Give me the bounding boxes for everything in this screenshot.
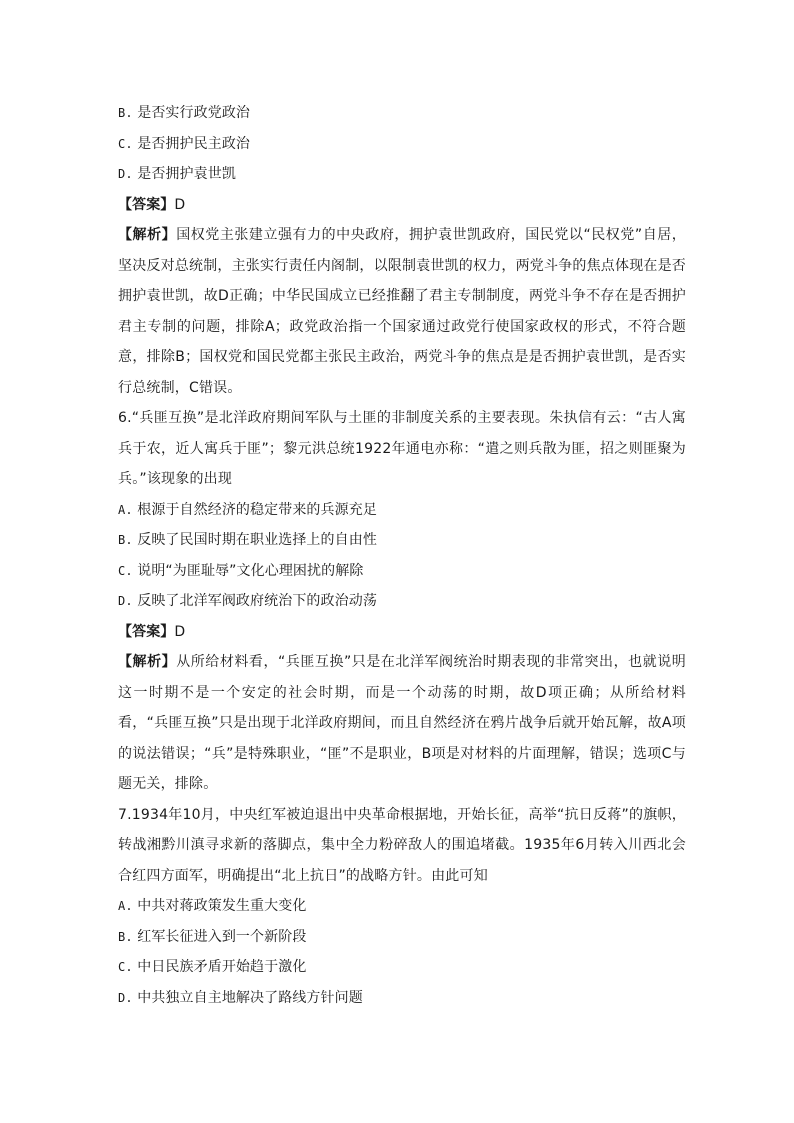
option-letter: C.	[118, 960, 133, 974]
q5-option-c	[118, 129, 686, 160]
option-text: 是否拥护民主政治	[137, 135, 251, 152]
q6-option-d	[118, 586, 686, 617]
q7-option-c	[118, 952, 686, 983]
option-letter: D.	[118, 167, 133, 181]
q5-answer	[118, 190, 686, 221]
option-letter: A.	[118, 899, 133, 913]
answer-tag: 【答案】	[118, 196, 175, 213]
q5-option-d	[118, 159, 686, 190]
option-text: 是否拥护袁世凯	[137, 166, 236, 182]
option-letter: B.	[118, 106, 133, 120]
q6-stem: 6.“兵匪互换”是北洋政府期间军队与土匪的非制度关系的主要表现。朱执信有云：“古人寓兵于农，近人寓兵于匪”；黎元洪总统1922年通电亦称：“遣之则兵散为匪，招之则匪聚为兵。”该现象的出现	[118, 410, 686, 487]
document-page	[118, 98, 686, 1013]
q5-analysis	[118, 220, 686, 403]
q7-option-a	[118, 891, 686, 922]
option-text: 中日民族矛盾开始趋于激化	[137, 959, 307, 975]
analysis-tag: 【解析】	[118, 227, 177, 243]
option-letter: B.	[118, 929, 133, 944]
option-text: 根源于自然经济的稳定带来的兵源充足	[137, 501, 377, 518]
q6-option-a	[118, 495, 686, 526]
q6-option-c	[118, 556, 686, 587]
option-text: 中共独立自主地解决了路线方针问题	[137, 989, 363, 1006]
option-letter: A.	[118, 502, 133, 517]
analysis-text: 从所给材料看，“兵匪互换”只是在北洋军阀统治时期表现的非常突出，也就说明这一时期不是一个安定的社会时期，而是一个动荡的时期，故D项正确；从所给材料看，“兵匪互换”只是出现于北洋政府期间，而且自然经济在鸦片战争后就开始瓦解，故A项的说法错误；“兵”是特殊职业，“匪”不是职业，B项是对材料的片面理解，错误；选项C与题无关，排除。	[118, 654, 686, 792]
answer-value: D	[174, 623, 186, 640]
q7-option-b	[118, 922, 686, 953]
option-text: 反映了北洋军阀政府统治下的政治动荡	[137, 593, 377, 609]
option-text: 说明“为匪耻辱”文化心理困扰的解除	[137, 562, 364, 579]
q6-answer	[118, 617, 686, 648]
option-letter: B.	[118, 533, 133, 547]
option-text: 反映了民国时期在职业选择上的自由性	[137, 532, 377, 548]
q5-option-b	[118, 98, 686, 129]
q6-analysis	[118, 647, 686, 800]
q7-option-d	[118, 983, 686, 1014]
option-text: 中共对蒋政策发生重大变化	[137, 898, 307, 914]
option-letter: D.	[118, 990, 133, 1005]
option-text: 红军长征进入到一个新阶段	[137, 928, 307, 945]
answer-value: D	[174, 196, 186, 213]
option-text: 是否实行政党政治	[137, 105, 251, 121]
analysis-tag: 【解析】	[118, 654, 177, 670]
option-letter: D.	[118, 594, 133, 608]
q7-stem: 7.1934年10月，中央红军被迫退出中央革命根据地，开始长征，高举“抗日反蒋”的旗帜，转战湘黔川滇寻求新的落脚点，集中全力粉碎敌人的围追堵截。1935年6月转入川西北会合红四方面军，明确提出“北上抗日”的战略方针。由此可知	[118, 806, 686, 884]
answer-tag: 【答案】	[118, 623, 175, 640]
q6-option-b	[118, 525, 686, 556]
option-letter: C.	[118, 136, 133, 151]
option-letter: C.	[118, 563, 133, 578]
analysis-text: 国权党主张建立强有力的中央政府，拥护袁世凯政府，国民党以“民权党”自居，坚决反对总统制，主张实行责任内阁制，以限制袁世凯的权力，两党斗争的焦点体现在是否拥护袁世凯，故D正确；中华民国成立已经推翻了君主专制制度，两党斗争不存在是否拥护君主专制的问题，排除A；政党政治指一个国家通过政党行使国家政权的形式，不符合题意，排除B；国权党和国民党都主张民主政治，两党斗争的焦点是是否拥护袁世凯，是否实行总统制，C错误。	[118, 227, 686, 396]
